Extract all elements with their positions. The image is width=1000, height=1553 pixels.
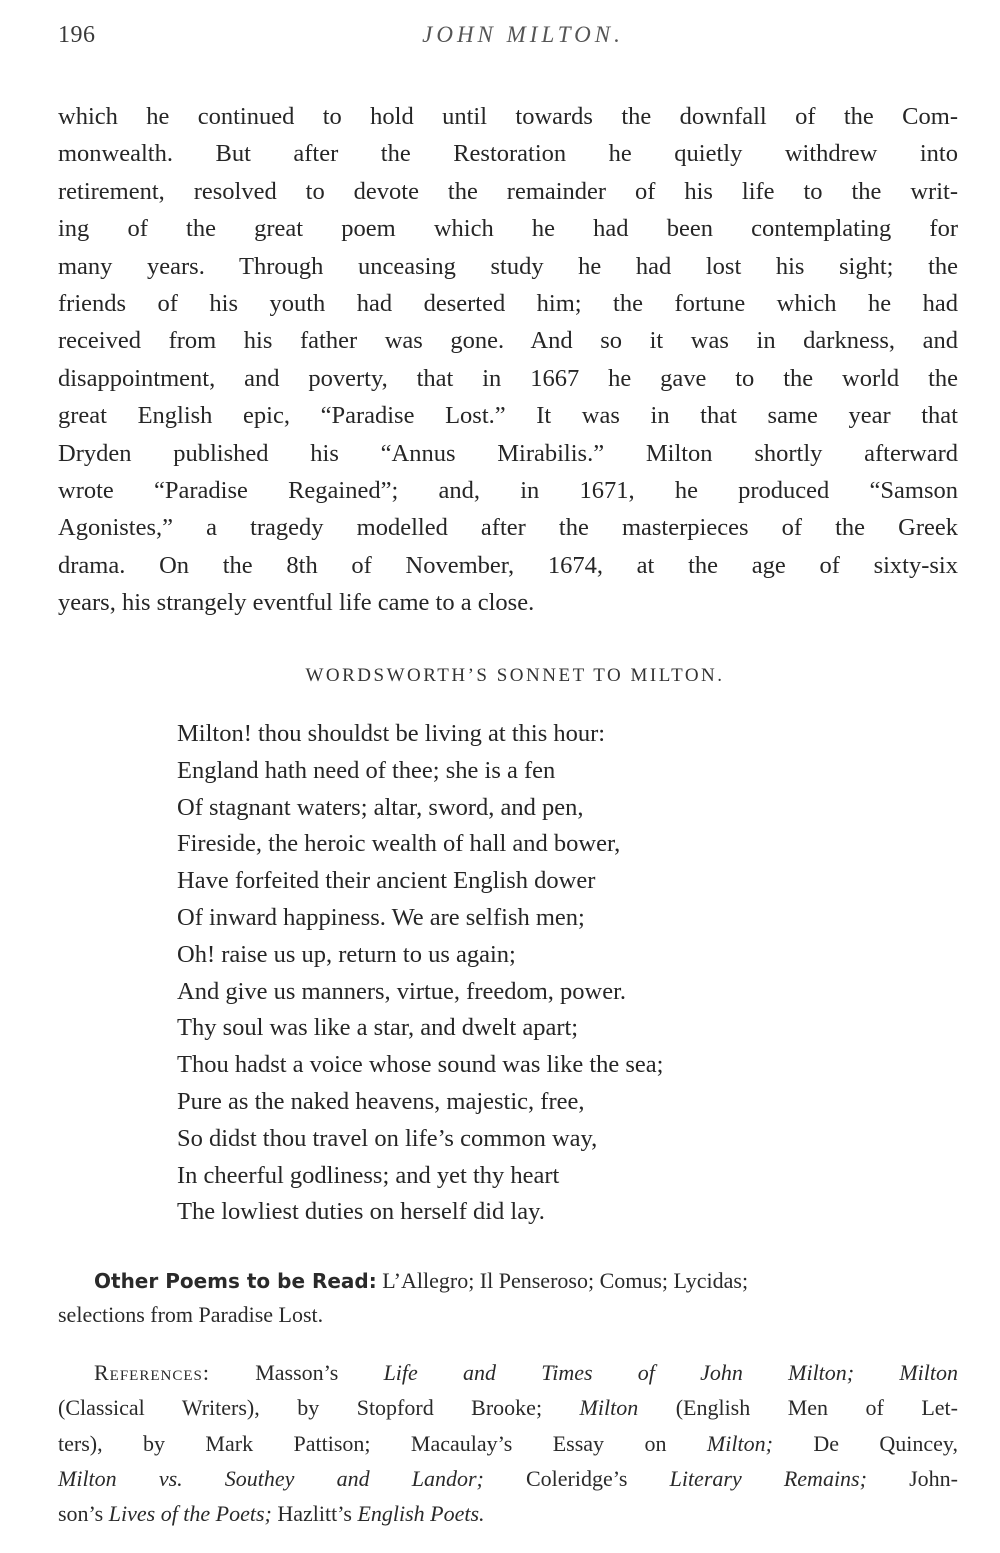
sonnet-title: WORDSWORTH’S SONNET TO MILTON.: [305, 665, 725, 686]
references-line: [58, 1390, 958, 1425]
ref-text: ters), by Mark Pattison; Macaulay’s Essay on: [58, 1430, 707, 1456]
ref-title: Life and Times of John Milton; Milton: [383, 1360, 959, 1385]
references-line: [58, 1355, 958, 1390]
ref-text: Coleridge’s: [483, 1465, 670, 1491]
ref-title: Milton: [579, 1395, 639, 1421]
prose-line: drama. On the 8th of November, 1674, at the age of sixty-six: [58, 551, 958, 579]
prose-line: friends of his youth had deserted him; the fortune which he had: [58, 290, 958, 318]
verse-line: Thou hadst a voice whose sound was like the sea;: [177, 1051, 664, 1079]
prose-line: Agonistes,” a tragedy modelled after the masterpieces of the Greek: [58, 514, 958, 542]
prose-line: ing of the great poem which he had been contemplating for: [58, 215, 958, 243]
verse-line: Pure as the naked heavens, majestic, free,: [177, 1087, 585, 1115]
other-poems-list-continued: selections from Paradise Lost.: [58, 1302, 324, 1327]
other-poems-label: Other Poems to be Read:: [94, 1269, 377, 1293]
other-poems-list: L’Allegro; Il Penseroso; Comus; Lycidas;: [382, 1268, 749, 1293]
verse-line: England hath need of thee; she is a fen: [177, 756, 556, 784]
biography-paragraph: [58, 98, 958, 622]
verse-line: The lowliest duties on herself did lay.: [177, 1198, 545, 1226]
ref-text: De Quincey,: [772, 1430, 958, 1456]
other-poems-note: [58, 1264, 958, 1332]
prose-line: many years. Through unceasing study he had lost his sight; the: [58, 252, 958, 280]
prose-line: great English epic, “Paradise Lost.” It was in that same year that: [58, 402, 958, 430]
ref-title: Milton;: [706, 1430, 773, 1456]
ref-text: son’s: [58, 1501, 109, 1527]
ref-title: Lives of the Poets;: [108, 1501, 272, 1527]
references-line: [58, 1461, 958, 1496]
verse-line: Thy soul was like a star, and dwelt apart;: [177, 1014, 579, 1042]
references-label: References:: [94, 1360, 210, 1385]
ref-text: John-: [866, 1465, 958, 1491]
verse-line: Fireside, the heroic wealth of hall and bower,: [177, 830, 621, 858]
other-poems-indent: [58, 1268, 94, 1293]
verse-line: Milton! thou shouldst be living at this hour:: [177, 720, 606, 747]
references-note: [58, 1355, 958, 1531]
references-line: [58, 1496, 958, 1531]
ref-text: Masson’s: [255, 1360, 384, 1385]
verse-line: In cheerful godliness; and yet thy heart: [177, 1161, 560, 1189]
verse-line: And give us manners, virtue, freedom, power.: [177, 977, 627, 1005]
prose-line: retirement, resolved to devote the remainder of his life to the writ-: [58, 177, 958, 205]
ref-text: (Classical Writers), by Stopford Brooke;: [58, 1395, 580, 1421]
verse-line: Of stagnant waters; altar, sword, and pen,: [177, 793, 584, 821]
verse-line: Oh! raise us up, return to us again;: [177, 940, 516, 968]
prose-line: wrote “Paradise Regained”; and, in 1671, he produced “Samson: [58, 477, 958, 505]
ref-title: Literary Remains;: [669, 1465, 867, 1491]
page-header: [58, 22, 958, 54]
verse-line: Of inward happiness. We are selfish men;: [177, 903, 585, 931]
ref-text: (English Men of Let-: [638, 1395, 958, 1421]
page-number: 196: [58, 22, 96, 48]
prose-line: which he continued to hold until towards the downfall of the Com-: [58, 103, 958, 130]
sonnet-verse: [177, 716, 663, 1231]
prose-line: monwealth. But after the Restoration he quietly withdrew into: [58, 140, 958, 168]
ref-title: English Poets.: [357, 1501, 485, 1527]
prose-line: disappointment, and poverty, that in 1667 he gave to the world the: [58, 364, 958, 392]
prose-line: received from his father was gone. And so it was in darkness, and: [58, 327, 958, 355]
running-head: JOHN MILTON.: [422, 22, 624, 47]
verse-line: Have forfeited their ancient English dower: [177, 867, 596, 895]
ref-title: Milton vs. Southey and Landor;: [58, 1465, 484, 1491]
prose-line: years, his strangely eventful life came to a close.: [58, 589, 535, 617]
ref-text: Hazlitt’s: [271, 1501, 358, 1527]
verse-line: So didst thou travel on life’s common way,: [177, 1124, 598, 1152]
prose-line: Dryden published his “Annus Mirabilis.” Milton shortly afterward: [58, 439, 958, 467]
references-line: [58, 1426, 958, 1461]
